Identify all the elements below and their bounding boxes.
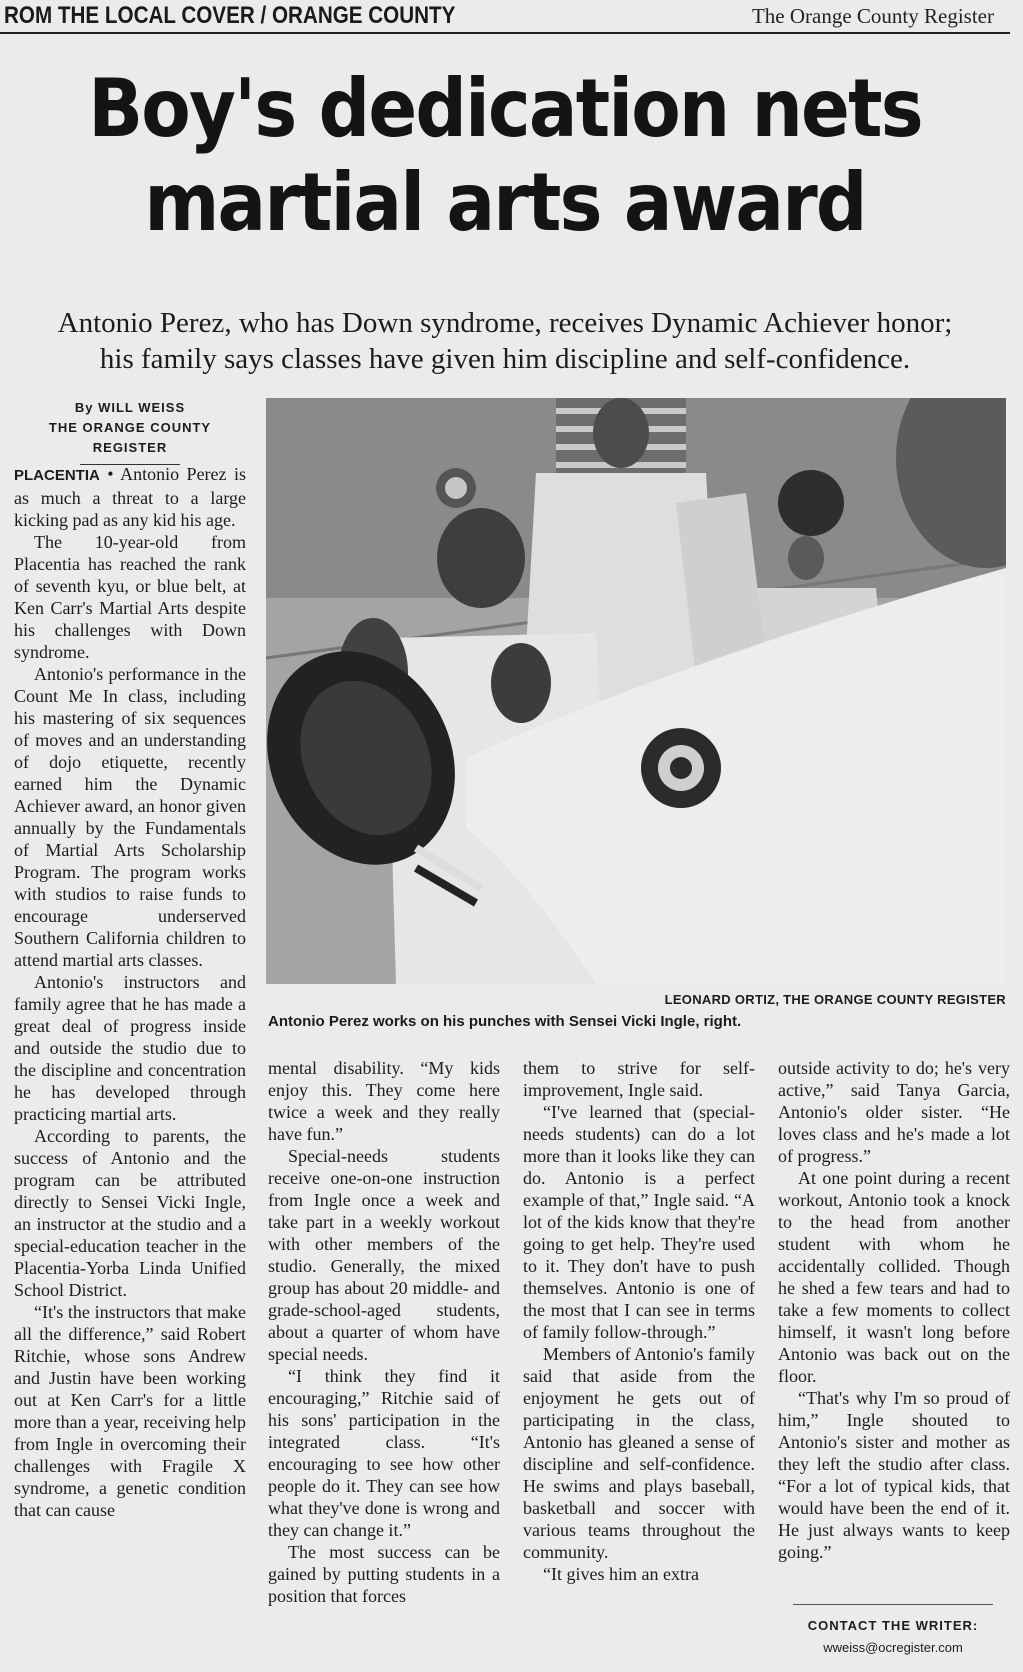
byline-org: THE ORANGE COUNTY REGISTER (48, 420, 212, 455)
headline (0, 62, 1010, 250)
contact-box (778, 1604, 1008, 1659)
headline-line-2: martial arts award (144, 156, 866, 249)
byline-author: By WILL WEISS (74, 400, 186, 415)
paragraph: Antonio's performance in the Count Me In class, including his mastering of six sequences of moves and an understanding of dojo etiquette, recently earned him the Dynamic Achiever award, an honor given annually by the Fundamentals of Martial Arts Scholarship Program. The program works with studios to raise funds to encourage underserved Southern California children to attend martial arts classes. (14, 664, 246, 970)
article-column-1 (14, 463, 246, 1521)
deck-line-2: his family says classes have given him discipline and self-confidence. (99, 343, 911, 375)
byline (14, 398, 246, 465)
contact-rule (793, 1604, 993, 1605)
article-column-3 (523, 1057, 755, 1585)
headline-line-1: Boy's dedication nets (88, 62, 922, 155)
paragraph: mental disability. “My kids enjoy this. They come here twice a week and they really have fun.” (268, 1058, 500, 1144)
paragraph: outside activity to do; he's very active,” said Tanya Garcia, Antonio's older sister. “He loves class and he's made a lot of progress.” (778, 1058, 1010, 1166)
deck (0, 305, 1010, 377)
section-header-bar (0, 0, 1010, 34)
paragraph: “It's the instructors that make all the difference,” said Robert Ritchie, whose sons Andrew and Justin have been working out at Ken Carr's for a little more than a year, receiving help from Ingle in overcoming their challenges with Fragile X syndrome, a genetic condition that can cause (14, 1302, 246, 1520)
paragraph: “I've learned that (special-needs students) can do a lot more than it looks like they can do. Antonio is a perfect example of that,” Ingle said. “A lot of the kids know that they're going to get help. They're used to it. They don't have to push themselves. Antonio is one of the most that I can see in terms of family follow-through.” (523, 1102, 755, 1342)
article-photo (266, 398, 1006, 984)
paragraph: “I think they find it encouraging,” Ritchie said of his sons' participation in the integrated class. “It's encouraging to see how other people do it. They can see how what they've done is wrong and they can change it.” (268, 1366, 500, 1540)
paragraph: At one point during a recent workout, Antonio took a knock to the head from another student with whom he accidentally collided. Though he shed a few tears and had to take a few moments to collect himself, it wasn't long before Antonio was back out on the floor. (778, 1168, 1010, 1386)
article-column-4 (778, 1057, 1010, 1563)
paragraph: Antonio's instructors and family agree that he has made a great deal of progress inside and outside the studio due to the discipline and concentration he has developed through practicing martial arts. (14, 972, 246, 1124)
paragraph: Members of Antonio's family said that aside from the enjoyment he gets out of participating in the class, Antonio has gleaned a sense of discipline and self-confidence. He swims and plays baseball, basketball and soccer with various teams throughout the community. (523, 1344, 755, 1562)
deck-line-1: Antonio Perez, who has Down syndrome, receives Dynamic Achiever honor; (57, 307, 953, 339)
photo-credit: LEONARD ORTIZ, THE ORANGE COUNTY REGISTER (664, 992, 1006, 1007)
newspaper-name: The Orange County Register (751, 4, 994, 28)
paragraph: The 10-year-old from Placentia has reached the rank of seventh kyu, or blue belt, at Ken Carr's Martial Arts despite his challenges with Down syndrome. (14, 532, 246, 662)
paragraph: Special-needs students receive one-on-one instruction from Ingle once a week and take part in a weekly workout with other members of the studio. Generally, the mixed group has about 20 middle- and grade-school-aged students, about a quarter of whom have special needs. (268, 1146, 500, 1364)
contact-label: CONTACT THE WRITER: (807, 1618, 979, 1633)
dateline: PLACENTIA (14, 467, 100, 484)
section-label: ROM THE LOCAL COVER / ORANGE COUNTY (4, 2, 456, 29)
paragraph: them to strive for self-improvement, Ingle said. (523, 1058, 755, 1100)
paragraph: “That's why I'm so proud of him,” Ingle shouted to Antonio's sister and mother as they left the studio after class. “For a lot of typical kids, that would have been the end of it. He just always wants to keep going.” (778, 1388, 1010, 1562)
paragraph: The most success can be gained by putting students in a position that forces (268, 1542, 500, 1606)
paragraph: According to parents, the success of Antonio and the program can be attributed directly to Sensei Vicki Ingle, an instructor at the studio and a special-education teacher in the Placentia-Yorba Linda Unified School District. (14, 1126, 246, 1300)
paragraph: “It gives him an extra (543, 1564, 699, 1584)
article-column-2 (268, 1057, 500, 1607)
contact-email: wweiss@ocregister.com (823, 1640, 963, 1655)
photo-caption: Antonio Perez works on his punches with Sensei Vicki Ingle, right. (268, 1013, 742, 1030)
paragraph: PLACENTIA • Antonio Perez is as much a threat to a large kicking pad as any kid his age. (14, 464, 247, 530)
photo-illustration (266, 398, 1006, 984)
